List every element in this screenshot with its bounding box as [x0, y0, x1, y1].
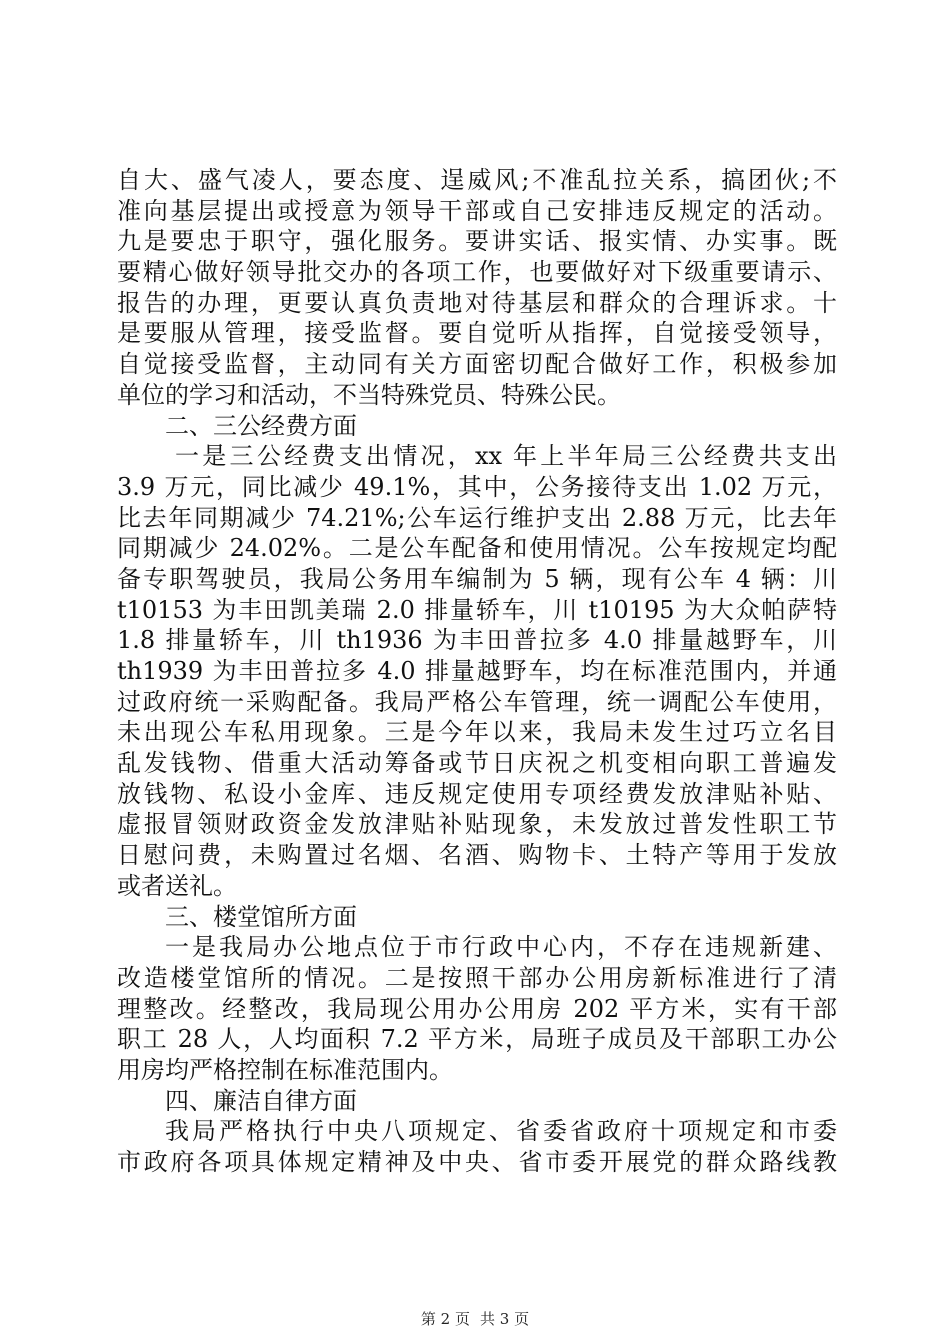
body-line: 市政府各项具体规定精神及中央、省市委开展党的群众路线教: [117, 1148, 837, 1176]
body-line: 一是我局办公地点位于市行政中心内，不存在违规新建、: [165, 933, 837, 962]
body-line: 职工 28 人，人均面积 7.2 平方米，局班子成员及干部职工办公: [117, 1025, 837, 1054]
body-line: 备专职驾驶员，我局公务用车编制为 5 辆，现有公车 4 辆：川: [117, 564, 837, 593]
body-line: 放钱物、私设小金库、违反规定使用专项经费发放津贴补贴、: [117, 779, 837, 808]
body-line: 自觉接受监督，主动同有关方面密切配合做好工作，积极参加: [117, 350, 837, 379]
body-line: 过政府统一采购配备。我局严格公车管理，统一调配公车使用，: [117, 687, 837, 716]
body-line: 比去年同期减少 74.21%;公车运行维护支出 2.88 万元，比去年: [117, 503, 837, 532]
body-line: 九是要忠于职守，强化服务。要讲实话、报实情、办实事。既: [117, 227, 837, 256]
section-heading-sangong: 二、三公经费方面: [165, 411, 357, 440]
body-line: 改造楼堂馆所的情况。二是按照干部办公用房新标准进行了清: [117, 963, 837, 992]
body-line: 乱发钱物、借重大活动筹备或节日庆祝之机变相向职工普遍发: [117, 749, 837, 778]
body-line: 是要服从管理，接受监督。要自觉听从指挥，自觉接受领导，: [117, 319, 837, 348]
section-heading-loutang: 三、楼堂馆所方面: [165, 902, 357, 931]
body-line: 单位的学习和活动，不当特殊党员、特殊公民。: [117, 380, 621, 409]
body-line: 要精心做好领导批交办的各项工作，也要做好对下级重要请示、: [117, 258, 837, 287]
document-body: [117, 165, 837, 1178]
body-line: 未出现公车私用现象。三是今年以来，我局未发生过巧立名目: [117, 718, 837, 747]
body-line: 用房均严格控制在标准范围内。: [117, 1055, 453, 1084]
body-line: th1939 为丰田普拉多 4.0 排量越野车，均在标准范围内，并通: [117, 657, 837, 685]
body-line: 3.9 万元，同比减少 49.1%，其中，公务接待支出 1.02 万元，: [117, 472, 837, 501]
body-line: 自大、盛气凌人，要态度、逞威风;不准乱拉关系，搞团伙;不: [117, 166, 837, 194]
body-line: 同期减少 24.02%。二是公车配备和使用情况。公车按规定均配: [117, 534, 837, 563]
body-line: t10153 为丰田凯美瑞 2.0 排量轿车，川 t10195 为大众帕萨特: [117, 595, 837, 624]
body-line: 1.8 排量轿车，川 th1936 为丰田普拉多 4.0 排量越野车，川: [117, 626, 837, 655]
body-line: 日慰问费，未购置过名烟、名酒、购物卡、土特产等用于发放: [117, 841, 837, 870]
body-line: 或者送礼。: [117, 871, 237, 900]
body-line: 准向基层提出或授意为领导干部或自己安排违反规定的活动。: [117, 196, 837, 225]
page-number: 第 2 页: [420, 1310, 470, 1328]
body-line: 报告的办理，更要认真负责地对待基层和群众的合理诉求。十: [117, 288, 837, 317]
body-line: 理整改。经整改，我局现公用办公用房 202 平方米，实有干部: [117, 994, 837, 1023]
page-footer: [0, 1308, 950, 1329]
body-line: 我局严格执行中央八项规定、省委省政府十项规定和市委: [165, 1117, 837, 1146]
page-total: 共 3 页: [480, 1310, 530, 1328]
body-line: 一是三公经费支出情况，xx 年上半年局三公经费共支出: [175, 442, 837, 471]
section-heading-lianjie: 四、廉洁自律方面: [165, 1086, 357, 1115]
body-line: 虚报冒领财政资金发放津贴补贴现象，未发放过普发性职工节: [117, 810, 837, 839]
